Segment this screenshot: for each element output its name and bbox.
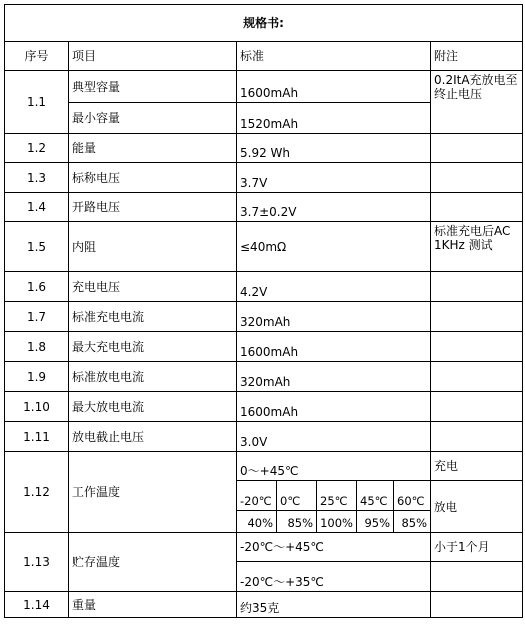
table-row [5,392,523,422]
item-label: 放电截止电压 [69,422,237,452]
row-number: 1.2 [5,134,69,163]
note-cell [431,362,523,392]
item-label: 重量 [69,592,237,618]
note-cell: 充电 [431,452,523,481]
item-label: 贮存温度 [69,533,237,592]
standard-value: 3.7V [237,163,431,193]
note-cell [431,193,523,222]
capacity-percent: 95% [357,511,394,533]
header-item: 项目 [69,42,237,71]
item-label: 典型容量 [69,71,237,103]
note-cell [431,163,523,193]
standard-value: ≤40mΩ [237,222,431,272]
row-number: 1.14 [5,592,69,618]
note-cell [431,562,523,592]
temperature-value: 0℃ [277,481,317,511]
capacity-percent: 40% [237,511,277,533]
row-number: 1.6 [5,272,69,302]
header-standard: 标准 [237,42,431,71]
table-row [5,134,523,163]
table-row [5,272,523,302]
item-label: 能量 [69,134,237,163]
row-number: 1.1 [5,71,69,134]
row-number: 1.11 [5,422,69,452]
table-row [5,592,523,618]
temperature-value: 45℃ [357,481,394,511]
standard-value: 3.7±0.2V [237,193,431,222]
row-number: 1.10 [5,392,69,422]
standard-value: 5.92 Wh [237,134,431,163]
note-cell [431,392,523,422]
item-label: 最小容量 [69,103,237,134]
note-cell: 0.2ItA充放电至终止电压 [431,71,523,134]
row-number: 1.7 [5,302,69,332]
row-number: 1.13 [5,533,69,592]
item-label: 充电电压 [69,272,237,302]
row-number: 1.3 [5,163,69,193]
table-row [5,533,523,562]
standard-value: 320mAh [237,362,431,392]
table-row [5,422,523,452]
note-cell: 放电 [431,481,523,533]
table-row [5,302,523,332]
item-label: 标准放电电流 [69,362,237,392]
standard-value: 1600mAh [237,71,431,103]
note-cell: 小于1个月 [431,533,523,562]
standard-value: 约35克 [237,592,431,618]
spec-table [4,4,523,618]
note-cell: 标准充电后AC 1KHz 测试 [431,222,523,272]
table-row [5,71,523,103]
row-number: 1.8 [5,332,69,362]
standard-value: 0～+45℃ [237,452,431,481]
note-cell [431,332,523,362]
table-row [5,332,523,362]
table-row [5,362,523,392]
item-label: 最大充电电流 [69,332,237,362]
row-number: 1.4 [5,193,69,222]
header-number: 序号 [5,42,69,71]
header-note: 附注 [431,42,523,71]
standard-value: 320mAh [237,302,431,332]
standard-value: 1520mAh [237,103,431,134]
sheet-title: 规格书: [5,5,523,42]
capacity-percent: 85% [394,511,431,533]
item-label: 标称电压 [69,163,237,193]
capacity-percent: 100% [317,511,357,533]
standard-value: 4.2V [237,272,431,302]
note-cell [431,134,523,163]
item-label: 开路电压 [69,193,237,222]
row-number: 1.12 [5,452,69,533]
table-row [5,222,523,272]
standard-value: 1600mAh [237,332,431,362]
note-cell [431,592,523,618]
standard-value: -20℃～+45℃ [237,533,431,562]
table-row [5,452,523,481]
spec-sheet [4,4,522,618]
item-label: 工作温度 [69,452,237,533]
table-row [5,193,523,222]
table-row [5,163,523,193]
header-row [5,42,523,71]
temperature-value: -20℃ [237,481,277,511]
row-number: 1.9 [5,362,69,392]
standard-value: -20℃～+35℃ [237,562,431,592]
temperature-value: 60℃ [394,481,431,511]
item-label: 最大放电电流 [69,392,237,422]
note-cell [431,422,523,452]
note-cell [431,302,523,332]
standard-value: 3.0V [237,422,431,452]
row-number: 1.5 [5,222,69,272]
standard-value: 1600mAh [237,392,431,422]
temperature-value: 25℃ [317,481,357,511]
item-label: 标准充电电流 [69,302,237,332]
item-label: 内阻 [69,222,237,272]
note-cell [431,272,523,302]
capacity-percent: 85% [277,511,317,533]
